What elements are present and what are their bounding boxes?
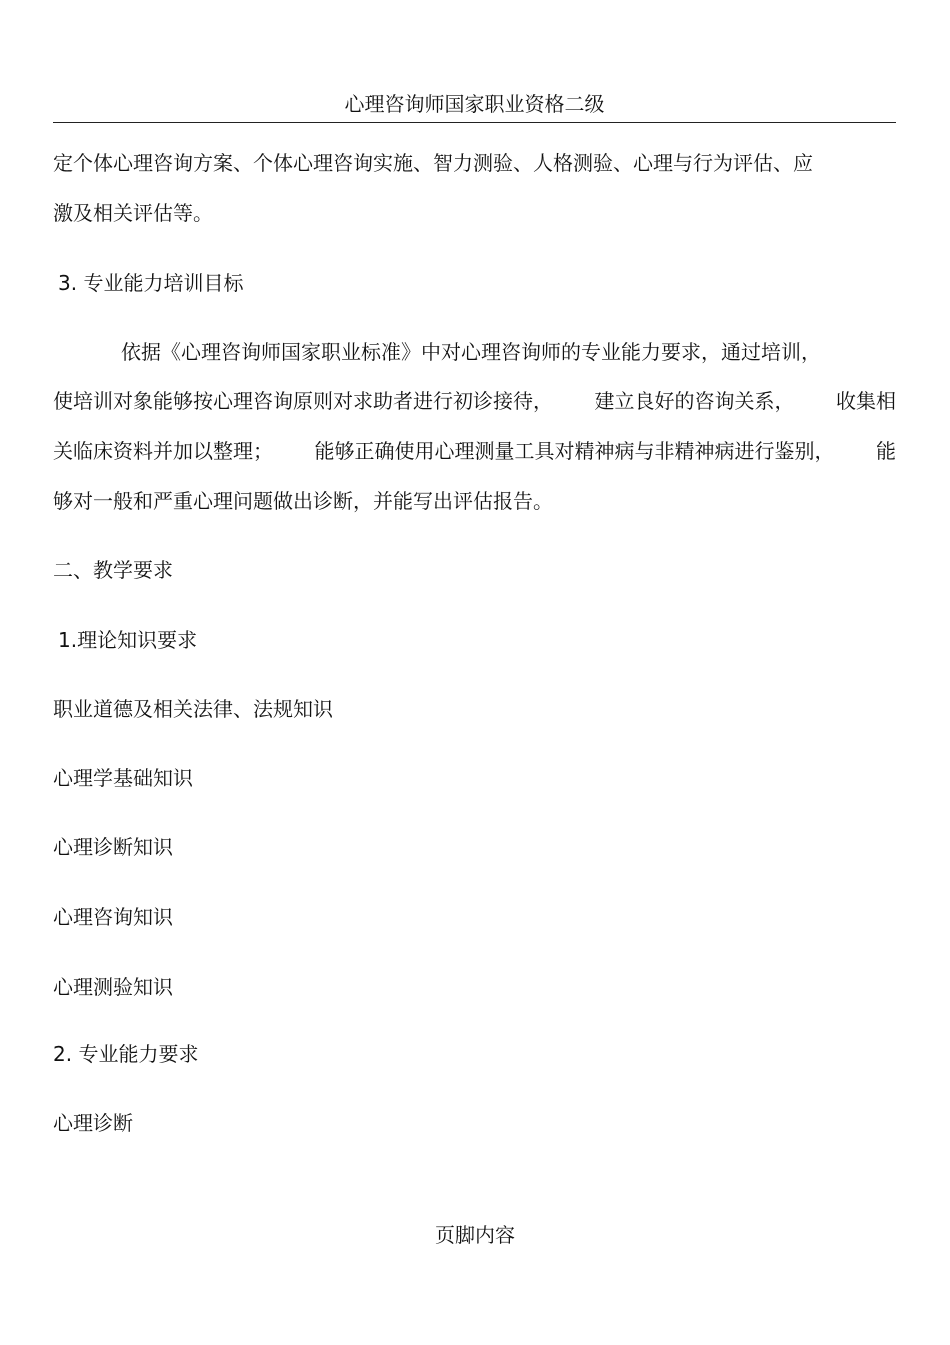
- page-footer: 页脚内容: [435, 1223, 515, 1247]
- header-title: 心理咨询师国家职业资格二级: [344, 92, 605, 116]
- theory-knowledge-heading: 1.理论知识要求: [58, 628, 198, 652]
- intro-line-1: 定个体心理咨询方案、个体心理咨询实施、智力测验、人格测验、心理与行为评估、应: [53, 151, 813, 175]
- section-3-paragraph-line-4: 够对一般和严重心理问题做出诊断，并能写出评估报告。: [53, 489, 553, 513]
- list-item: 心理咨询知识: [53, 905, 173, 929]
- section-3-paragraph-line-3: [53, 438, 896, 464]
- list-item: 心理诊断: [53, 1111, 133, 1135]
- professional-ability-heading: 2. 专业能力要求: [53, 1042, 199, 1066]
- section-3-paragraph-line-1: 依据《心理咨询师国家职业标准》中对心理咨询师的专业能力要求，通过培训，: [121, 340, 821, 364]
- section-two-heading: 二、教学要求: [53, 558, 173, 582]
- list-item: 心理诊断知识: [53, 835, 173, 859]
- paragraph-segment: 使培训对象能够按心理咨询原则对求助者进行初诊接待，: [53, 389, 553, 413]
- paragraph-segment: 建立良好的咨询关系，: [594, 389, 795, 413]
- list-item: 心理学基础知识: [53, 766, 193, 790]
- section-3-paragraph-line-2: [53, 388, 896, 414]
- paragraph-segment: 收集相: [836, 389, 896, 413]
- paragraph-segment: 能: [876, 439, 896, 463]
- paragraph-segment: 能够正确使用心理测量工具对精神病与非精神病进行鉴别，: [314, 439, 835, 463]
- section-3-heading: 3. 专业能力培训目标: [58, 271, 244, 295]
- list-item: 职业道德及相关法律、法规知识: [53, 697, 333, 721]
- list-item: 心理测验知识: [53, 975, 173, 999]
- intro-line-2: 激及相关评估等。: [53, 201, 213, 225]
- page-header: [53, 88, 896, 123]
- paragraph-segment: 关临床资料并加以整理；: [53, 439, 273, 463]
